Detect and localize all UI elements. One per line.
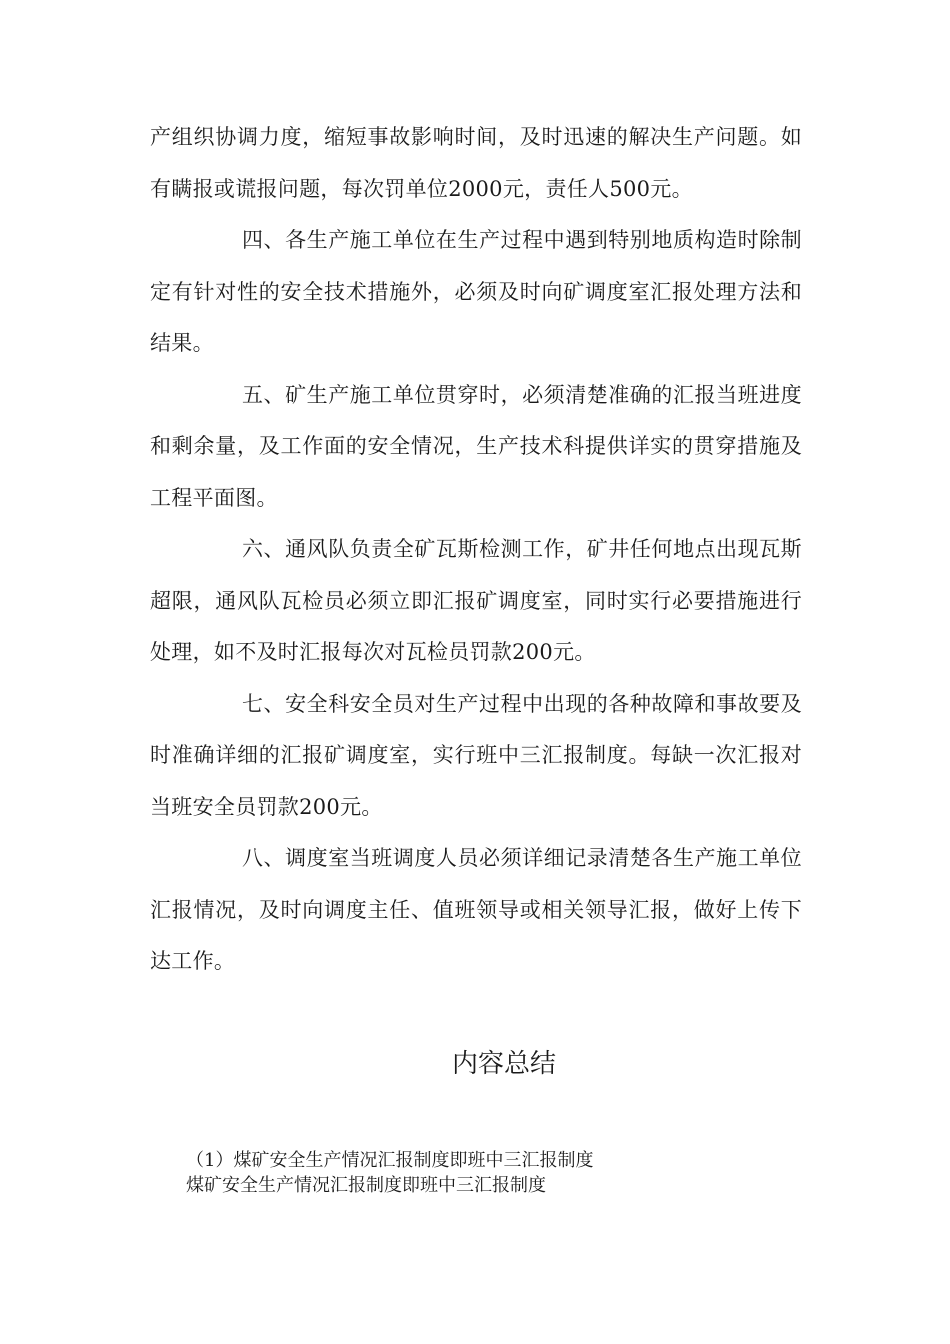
paragraph-item-5: 五、矿生产施工单位贯穿时，必须清楚准确的汇报当班进度和剩余量，及工作面的安全情况，生产技术科提供详实的贯穿措施及工程平面图。	[150, 382, 802, 510]
body-text	[150, 112, 802, 988]
paragraph-continuation: 产组织协调力度，缩短事故影响时间，及时迅速的解决生产问题。如有瞒报或谎报问题，每次罚单位2000元，责任人500元。	[150, 125, 802, 201]
paragraph-item-4: 四、各生产施工单位在生产过程中遇到特别地质构造时除制定有针对性的安全技术措施外，必须及时向矿调度室汇报处理方法和结果。	[150, 228, 802, 355]
paragraph-item-7: 七、安全科安全员对生产过程中出现的各种故障和事故要及时准确详细的汇报矿调度室，实行班中三汇报制度。每缺一次汇报对当班安全员罚款200元。	[150, 691, 802, 819]
paragraph-item-8: 八、调度室当班调度人员必须详细记录清楚各生产施工单位汇报情况，及时向调度主任、值班领导或相关领导汇报，做好上传下达工作。	[150, 846, 802, 973]
summary-block	[186, 1148, 826, 1198]
summary-line-1: （1）煤矿安全生产情况汇报制度即班中三汇报制度	[186, 1150, 594, 1171]
summary-line-2: 煤矿安全生产情况汇报制度即班中三汇报制度	[186, 1175, 546, 1196]
paragraph-item-6: 六、通风队负责全矿瓦斯检测工作，矿井任何地点出现瓦斯超限，通风队瓦检员必须立即汇报矿调度室，同时实行必要措施进行处理，如不及时汇报每次对瓦检员罚款200元。	[150, 537, 802, 664]
section-title: 内容总结	[451, 1049, 556, 1079]
